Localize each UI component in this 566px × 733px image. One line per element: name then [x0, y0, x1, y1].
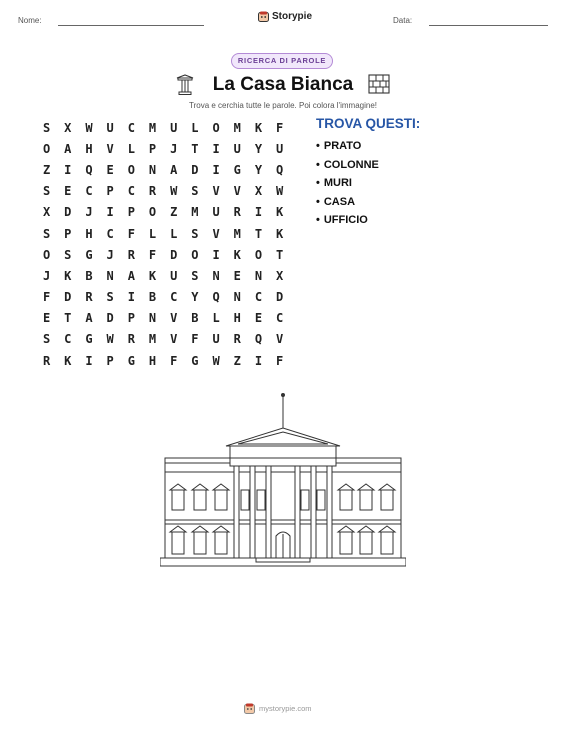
grid-cell: S — [42, 332, 51, 347]
grid-cell: S — [42, 184, 51, 199]
brand — [258, 11, 312, 22]
grid-cell: R — [127, 247, 135, 262]
grid-cell: Z — [233, 353, 241, 368]
grid-cell: Y — [191, 290, 199, 305]
grid-cell: I — [254, 205, 263, 220]
grid-cell: I — [85, 353, 93, 368]
grid-cell: P — [64, 226, 72, 241]
grid-cell: M — [148, 332, 157, 347]
grid-cell: G — [233, 162, 241, 177]
grid-cell: B — [191, 311, 199, 326]
grid-cell: R — [127, 332, 135, 347]
word-list-item: • COLONNE — [316, 156, 379, 175]
grid-cell: R — [42, 353, 51, 368]
column-icon — [175, 74, 195, 96]
grid-cell: T — [64, 311, 72, 326]
grid-cell: E — [64, 184, 72, 199]
grid-cell: G — [85, 332, 93, 347]
grid-cell: F — [170, 353, 178, 368]
grid-cell: H — [85, 226, 93, 241]
grid-cell: W — [276, 184, 284, 199]
grid-cell: D — [64, 205, 72, 220]
word-list-item: • CASA — [316, 193, 379, 212]
grid-cell: R — [233, 205, 241, 220]
grid-cell: D — [170, 247, 178, 262]
grid-cell: K — [64, 268, 72, 283]
grid-cell: G — [191, 353, 199, 368]
grid-cell: F — [42, 290, 51, 305]
grid-cell: S — [191, 226, 199, 241]
footer-url: mystorypie.com — [259, 704, 312, 713]
grid-cell: L — [148, 226, 157, 241]
grid-cell: E — [254, 311, 263, 326]
grid-cell: I — [254, 353, 263, 368]
grid-cell: Q — [276, 162, 284, 177]
grid-cell: O — [42, 141, 51, 156]
page-title: La Casa Bianca — [212, 74, 354, 95]
grid-cell: F — [148, 247, 157, 262]
grid-cell: O — [212, 120, 220, 135]
grid-cell: A — [64, 141, 72, 156]
grid-cell: P — [106, 353, 114, 368]
word-list-item: • UFFICIO — [316, 211, 379, 230]
name-line — [58, 25, 204, 26]
grid-cell: O — [254, 247, 263, 262]
grid-cell: U — [212, 332, 220, 347]
instructions: Trova e cerchia tutte le parole. Poi colora l'immagine! — [189, 101, 377, 110]
brick-wall-icon — [368, 74, 390, 94]
grid-cell: S — [42, 226, 51, 241]
grid-cell: C — [276, 311, 284, 326]
grid-cell: Q — [212, 290, 220, 305]
grid-cell: V — [212, 226, 220, 241]
grid-cell: S — [64, 247, 72, 262]
grid-cell: N — [254, 268, 263, 283]
grid-cell: V — [276, 332, 284, 347]
grid-cell: K — [276, 205, 284, 220]
grid-cell: U — [170, 120, 178, 135]
grid-cell: K — [254, 120, 263, 135]
grid-cell: H — [148, 353, 157, 368]
grid-cell: L — [212, 311, 220, 326]
storypie-logo-icon — [258, 11, 269, 22]
grid-cell: D — [106, 311, 114, 326]
word-search-grid — [36, 117, 290, 371]
grid-cell: N — [148, 311, 157, 326]
grid-cell: P — [127, 205, 135, 220]
grid-cell: S — [42, 120, 51, 135]
word-list — [316, 137, 379, 230]
grid-cell: K — [64, 353, 72, 368]
grid-cell: K — [148, 268, 157, 283]
grid-cell: I — [212, 141, 220, 156]
grid-cell: T — [276, 247, 284, 262]
grid-cell: L — [127, 141, 135, 156]
grid-cell: S — [191, 184, 199, 199]
grid-cell: C — [64, 332, 72, 347]
grid-cell: S — [106, 290, 114, 305]
grid-cell: L — [191, 120, 199, 135]
grid-cell: M — [233, 120, 241, 135]
name-label: Nome: — [18, 16, 42, 25]
grid-cell: I — [212, 247, 220, 262]
grid-cell: G — [85, 247, 93, 262]
grid-cell: W — [106, 332, 114, 347]
grid-cell: U — [212, 205, 220, 220]
grid-cell: F — [127, 226, 135, 241]
grid-cell: C — [85, 184, 93, 199]
grid-cell: J — [106, 247, 114, 262]
grid-cell: F — [276, 120, 284, 135]
grid-cell: O — [191, 247, 199, 262]
grid-cell: L — [170, 226, 178, 241]
grid-cell: E — [106, 162, 114, 177]
grid-cell: X — [64, 120, 72, 135]
grid-cell: C — [170, 290, 178, 305]
grid-cell: R — [85, 290, 93, 305]
grid-cell: V — [106, 141, 114, 156]
grid-cell: E — [42, 311, 51, 326]
grid-cell: J — [85, 205, 93, 220]
grid-cell: K — [276, 226, 284, 241]
grid-cell: W — [212, 353, 220, 368]
grid-cell: I — [212, 162, 220, 177]
category-badge: RICERCA DI PAROLE — [231, 53, 333, 69]
grid-cell: H — [233, 311, 241, 326]
grid-cell: C — [127, 120, 135, 135]
grid-cell: U — [106, 120, 114, 135]
grid-cell: X — [42, 205, 51, 220]
grid-cell: Z — [42, 162, 51, 177]
word-list-item: • MURI — [316, 174, 379, 193]
grid-cell: D — [191, 162, 199, 177]
grid-cell: O — [42, 247, 51, 262]
grid-cell: X — [254, 184, 263, 199]
grid-cell: I — [106, 205, 114, 220]
grid-cell: A — [127, 268, 135, 283]
grid-cell: E — [233, 268, 241, 283]
grid-cell: U — [233, 141, 241, 156]
grid-cell: W — [85, 120, 93, 135]
word-list-title: TROVA QUESTI: — [316, 116, 421, 131]
grid-cell: C — [106, 226, 114, 241]
grid-cell: Y — [254, 162, 263, 177]
storypie-logo-icon — [244, 703, 255, 714]
grid-cell: S — [191, 268, 199, 283]
grid-cell: J — [42, 268, 51, 283]
grid-cell: R — [148, 184, 157, 199]
grid-cell: M — [191, 205, 199, 220]
white-house-illustration — [160, 392, 406, 572]
date-line — [429, 25, 548, 26]
grid-cell: D — [64, 290, 72, 305]
grid-cell: H — [85, 141, 93, 156]
grid-cell: V — [170, 332, 178, 347]
grid-cell: U — [276, 141, 284, 156]
grid-cell: N — [212, 268, 220, 283]
grid-cell: Q — [85, 162, 93, 177]
grid-cell: F — [191, 332, 199, 347]
grid-cell: J — [170, 141, 178, 156]
grid-cell: D — [276, 290, 284, 305]
grid-cell: I — [127, 290, 135, 305]
footer — [244, 703, 312, 714]
grid-cell: I — [64, 162, 72, 177]
grid-cell: N — [148, 162, 157, 177]
grid-cell: Z — [170, 205, 178, 220]
grid-cell: B — [85, 268, 93, 283]
grid-cell: P — [148, 141, 157, 156]
grid-cell: X — [276, 268, 284, 283]
grid-cell: V — [170, 311, 178, 326]
grid-cell: Q — [254, 332, 263, 347]
grid-cell: A — [170, 162, 178, 177]
grid-cell: G — [127, 353, 135, 368]
grid-cell: P — [127, 311, 135, 326]
grid-cell: T — [254, 226, 263, 241]
grid-cell: U — [170, 268, 178, 283]
grid-cell: B — [148, 290, 157, 305]
grid-cell: O — [127, 162, 135, 177]
grid-cell: M — [233, 226, 241, 241]
grid-cell: O — [148, 205, 157, 220]
grid-cell: V — [233, 184, 241, 199]
grid-cell: R — [233, 332, 241, 347]
grid-cell: N — [233, 290, 241, 305]
grid-cell: N — [106, 268, 114, 283]
grid-cell: P — [106, 184, 114, 199]
grid-cell: V — [212, 184, 220, 199]
grid-cell: M — [148, 120, 157, 135]
grid-cell: F — [276, 353, 284, 368]
grid-cell: A — [85, 311, 93, 326]
grid-cell: K — [233, 247, 241, 262]
grid-cell: T — [191, 141, 199, 156]
date-label: Data: — [393, 16, 413, 25]
grid-cell: C — [127, 184, 135, 199]
grid-cell: W — [170, 184, 178, 199]
grid-cell: Y — [254, 141, 263, 156]
word-list-item: • PRATO — [316, 137, 379, 156]
brand-name: Storypie — [272, 11, 313, 22]
grid-cell: C — [254, 290, 263, 305]
